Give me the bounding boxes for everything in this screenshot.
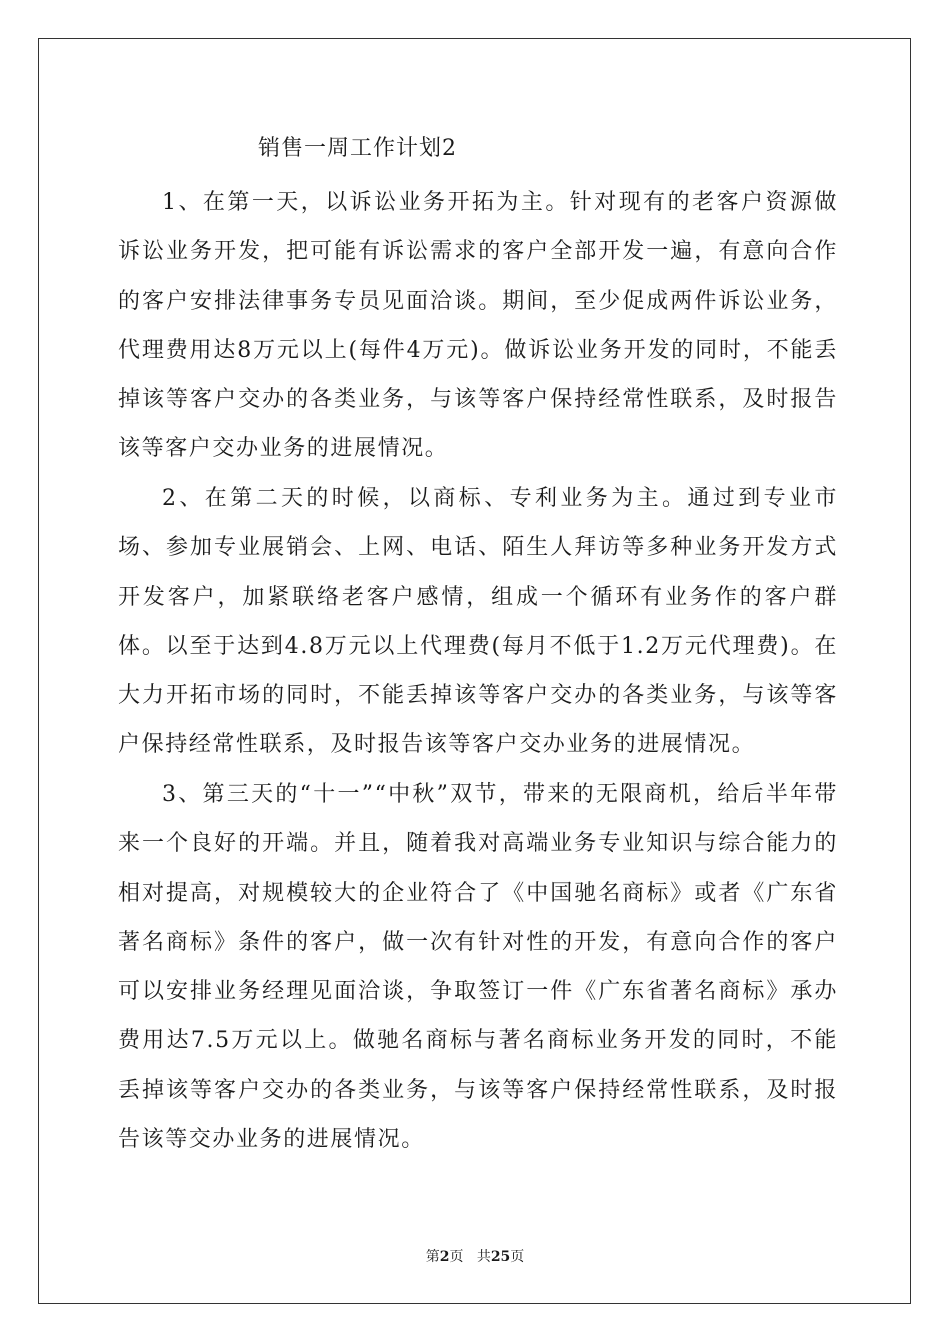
page-footer: [0, 1248, 950, 1266]
footer-total-suffix: 页: [510, 1249, 525, 1265]
footer-total-prefix: 共: [476, 1249, 491, 1265]
footer-page-suffix: 页: [449, 1249, 464, 1265]
paragraph-3: 3、第三天的“十一”“中秋”双节，带来的无限商机，给后半年带来一个良好的开端。并且，随着我对高端业务专业知识与综合能力的相对提高，对规模较大的企业符合了《中国驰名商标》或者《广东省著名商标》条件的客户，做一次有针对性的开发，有意向合作的客户可以安排业务经理见面洽谈，争取签订一件《广东省著名商标》承办费用达7.5万元以上。做驰名商标与著名商标业务开发的同时，不能丢掉该等客户交办的各类业务，与该等客户保持经常性联系，及时报告该等交办业务的进展情况。: [118, 782, 838, 1153]
paragraph-2: 2、在第二天的时候，以商标、专利业务为主。通过到专业市场、参加专业展销会、上网、电话、陌生人拜访等多种业务开发方式开发客户，加紧联络老客户感情，组成一个循环有业务作的客户群体。以至于达到4.8万元以上代理费(每月不低于1.2万元代理费)。在大力开拓市场的同时，不能丢掉该等客户交办的各类业务，与该等客户保持经常性联系，及时报告该等客户交办业务的进展情况。: [118, 486, 838, 758]
paragraph-1: 1、在第一天，以诉讼业务开拓为主。针对现有的老客户资源做诉讼业务开发，把可能有诉讼需求的客户全部开发一遍，有意向合作的客户安排法律事务专员见面洽谈。期间，至少促成两件诉讼业务，代理费用达8万元以上(每件4万元)。做诉讼业务开发的同时，不能丢掉该等客户交办的各类业务，与该等客户保持经常性联系，及时报告该等客户交办业务的进展情况。: [118, 190, 838, 462]
footer-page-prefix: 第: [425, 1249, 440, 1265]
footer-total-pages: 25: [490, 1249, 511, 1265]
footer-page-number: 2: [439, 1249, 450, 1265]
document-title: 销售一周工作计划2: [258, 136, 457, 161]
